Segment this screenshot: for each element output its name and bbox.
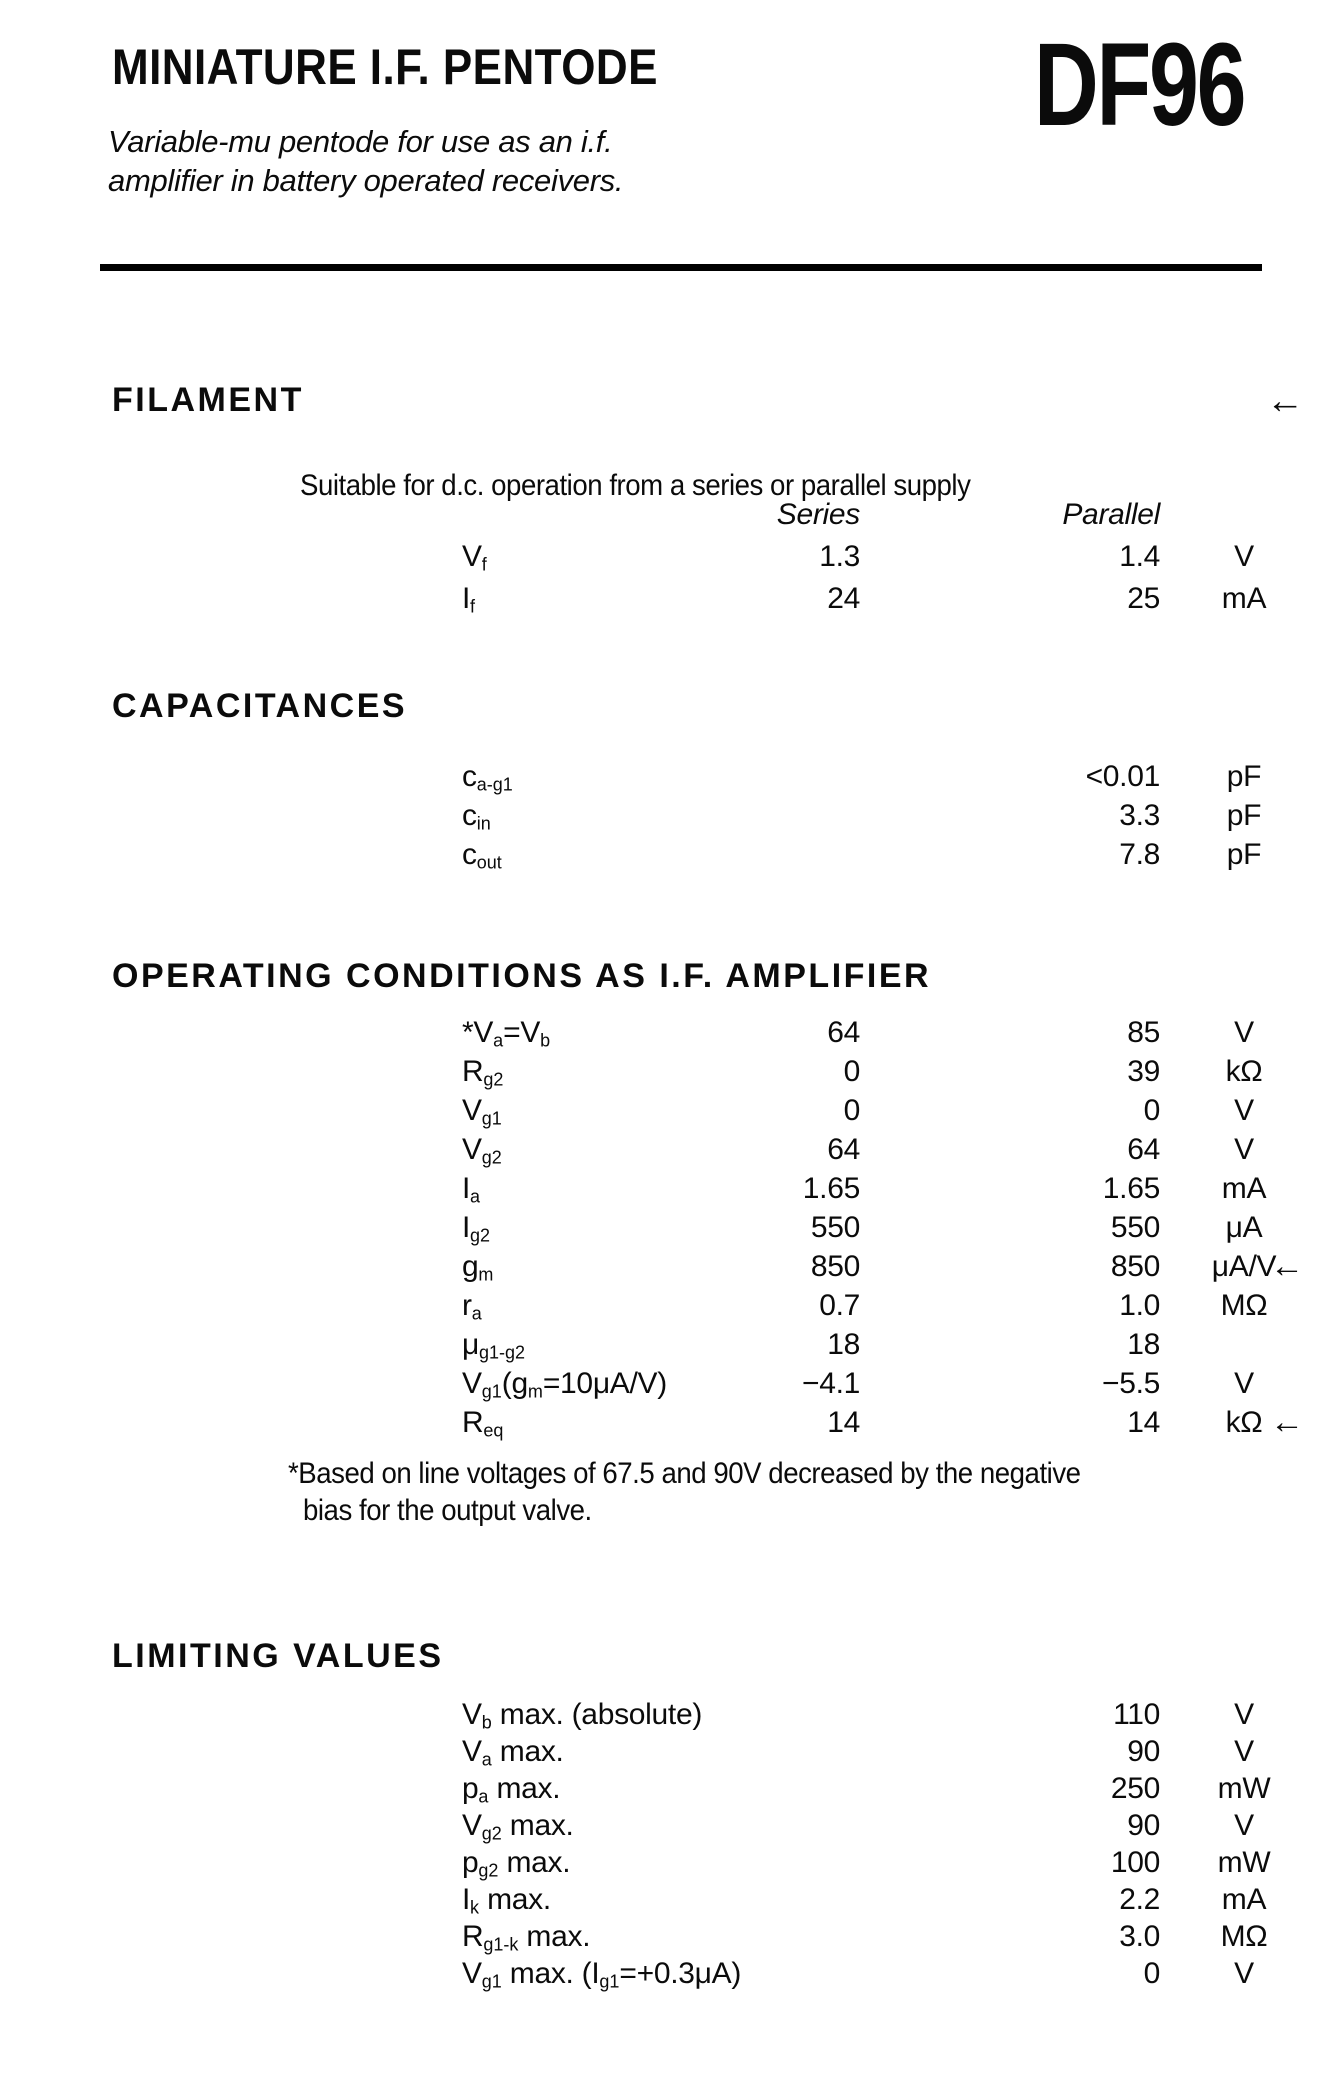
table-row [0, 1247, 1334, 1288]
unit-label: pF [1226, 799, 1262, 832]
row-label: $I_k$ max. [462, 1883, 551, 1918]
row-label: $R_{g1-k}$ max. [462, 1920, 591, 1955]
row-value: 250 [1110, 1772, 1160, 1805]
parallel-value: 64 [1127, 1133, 1160, 1166]
table-row [0, 1846, 1334, 1884]
unit-label: μA [1225, 1211, 1263, 1244]
row-label: $c_{a-g1}$ [462, 760, 513, 795]
row-label: $V_a$ max. [462, 1735, 564, 1770]
table-row [0, 1809, 1334, 1847]
unit-label: V [1234, 1957, 1254, 1990]
series-value: 18 [827, 1328, 860, 1361]
left-arrow-icon: ← [1270, 1247, 1304, 1285]
section-heading-operating-conditions: OPERATING CONDITIONS AS I.F. AMPLIFIER [112, 957, 932, 995]
unit-label: V [1234, 1809, 1254, 1842]
unit-label: μA/V [1211, 1250, 1277, 1283]
parallel-value: 550 [1110, 1211, 1160, 1244]
unit-label: V [1234, 540, 1254, 573]
table-row [0, 1735, 1334, 1773]
series-value: −4.1 [801, 1367, 860, 1400]
unit-label: mW [1217, 1846, 1271, 1879]
table-row [0, 1094, 1334, 1132]
table-row [0, 1211, 1334, 1249]
table-row [0, 1883, 1334, 1921]
parallel-value: 1.4 [1119, 540, 1160, 573]
table-row [0, 1698, 1334, 1736]
row-value: <0.01 [1085, 760, 1160, 793]
parallel-value: 85 [1127, 1016, 1160, 1049]
row-value: 2.2 [1119, 1883, 1160, 1916]
table-row [0, 1957, 1334, 1995]
divider-rule [100, 264, 1262, 271]
table-row [0, 1133, 1334, 1171]
row-label: $\mu_{g1-g2}$ [462, 1328, 526, 1363]
row-value: 0 [1143, 1957, 1160, 1990]
unit-label: V [1234, 1698, 1254, 1731]
row-label: $V_{g2}$ max. [462, 1809, 574, 1844]
unit-label: mA [1221, 582, 1267, 615]
table-row [0, 582, 1334, 620]
parallel-value: −5.5 [1101, 1367, 1160, 1400]
table-row [0, 1367, 1334, 1405]
row-value: 3.0 [1119, 1920, 1160, 1953]
row-value: 90 [1127, 1809, 1160, 1842]
row-label: $c_{in}$ [462, 799, 491, 834]
parallel-value: 14 [1127, 1406, 1160, 1439]
table-row [0, 1172, 1334, 1210]
row-label: $V_{g1}$ [462, 1094, 502, 1129]
parallel-value: 850 [1110, 1250, 1160, 1283]
unit-label: kΩ [1225, 1406, 1263, 1439]
series-column-header: Series [776, 498, 860, 531]
section-heading-filament: FILAMENT [112, 381, 304, 419]
row-label: $*V_a=V_b$ [462, 1016, 551, 1051]
filament-column-header-row [0, 498, 1334, 536]
row-label: $V_b$ max. (absolute) [462, 1698, 703, 1733]
series-value: 1.3 [819, 540, 860, 573]
row-label: $I_a$ [462, 1172, 481, 1207]
table-row [0, 838, 1334, 876]
table-row [0, 1016, 1334, 1054]
unit-label: V [1234, 1016, 1254, 1049]
section-heading-capacitances: CAPACITANCES [112, 687, 408, 725]
row-label: $I_f$ [462, 582, 476, 617]
subtitle-line-2: amplifier in battery operated receivers. [108, 163, 624, 198]
series-value: 0 [843, 1055, 860, 1088]
series-value: 1.65 [802, 1172, 860, 1205]
parallel-value: 1.0 [1119, 1289, 1160, 1322]
section-heading-limiting-values: LIMITING VALUES [112, 1637, 444, 1675]
series-value: 850 [810, 1250, 860, 1283]
unit-label: mA [1221, 1883, 1267, 1916]
unit-label: pF [1226, 838, 1262, 871]
table-row [0, 1920, 1334, 1958]
row-label: $V_{g2}$ [462, 1133, 502, 1168]
series-value: 14 [827, 1406, 860, 1439]
parallel-value: 25 [1127, 582, 1160, 615]
row-label: $V_f$ [462, 540, 487, 575]
row-label: $I_{g2}$ [462, 1211, 491, 1246]
table-row [0, 1772, 1334, 1810]
row-label: $r_a$ [462, 1289, 482, 1324]
unit-label: mA [1221, 1172, 1267, 1205]
row-label: $g_m$ [462, 1250, 494, 1285]
unit-label: MΩ [1220, 1920, 1268, 1953]
row-value: 7.8 [1119, 838, 1160, 871]
unit-label: mW [1217, 1772, 1271, 1805]
series-value: 64 [827, 1016, 860, 1049]
subtitle-line-1: Variable-mu pentode for use as an i.f. [108, 124, 613, 159]
unit-label: pF [1226, 760, 1262, 793]
row-label: $R_{g2}$ [462, 1055, 504, 1090]
row-value: 100 [1110, 1846, 1160, 1879]
row-label: $c_{out}$ [462, 838, 502, 873]
row-label: $V_{g1}$ max. $(I_{g1}=+0.3\mu A)$ [462, 1957, 742, 1992]
table-row [0, 1328, 1334, 1366]
part-number: DF96 [1034, 19, 1245, 151]
series-value: 0 [843, 1094, 860, 1127]
row-value: 3.3 [1119, 799, 1160, 832]
footnote-line-1: *Based on line voltages of 67.5 and 90V decreased by the negative [288, 1457, 1081, 1490]
unit-label: V [1234, 1735, 1254, 1768]
unit-label: kΩ [1225, 1055, 1263, 1088]
left-arrow-icon: ← [1266, 380, 1304, 422]
series-value: 0.7 [819, 1289, 860, 1322]
row-label: $R_{eq}$ [462, 1406, 504, 1441]
unit-label: V [1234, 1367, 1254, 1400]
left-arrow-icon: ← [1270, 1403, 1304, 1441]
row-label: $p_{g2}$ max. [462, 1846, 571, 1881]
row-value: 110 [1113, 1698, 1160, 1731]
table-row [0, 1289, 1334, 1327]
filament-note: Suitable for d.c. operation from a series or parallel supply [300, 469, 971, 502]
page-title: MINIATURE I.F. PENTODE [112, 39, 658, 95]
unit-label: MΩ [1220, 1289, 1268, 1322]
parallel-value: 18 [1127, 1328, 1160, 1361]
footnote-line-2: bias for the output valve. [303, 1494, 592, 1527]
series-value: 24 [827, 582, 860, 615]
row-value: 90 [1127, 1735, 1160, 1768]
series-value: 550 [810, 1211, 860, 1244]
table-row [0, 540, 1334, 578]
parallel-value: 1.65 [1102, 1172, 1160, 1205]
page-subtitle [108, 122, 623, 200]
table-row [0, 760, 1334, 798]
unit-label: V [1234, 1133, 1254, 1166]
parallel-value: 39 [1127, 1055, 1160, 1088]
parallel-column-header: Parallel [1062, 498, 1160, 531]
series-value: 64 [827, 1133, 860, 1166]
unit-label: V [1234, 1094, 1254, 1127]
table-row [0, 1403, 1334, 1444]
row-label: $p_a$ max. [462, 1772, 561, 1807]
table-row [0, 799, 1334, 837]
row-label: $V_{g1}(g_m=10\mu A/V)$ [462, 1367, 667, 1402]
table-row [0, 1055, 1334, 1093]
parallel-value: 0 [1143, 1094, 1160, 1127]
